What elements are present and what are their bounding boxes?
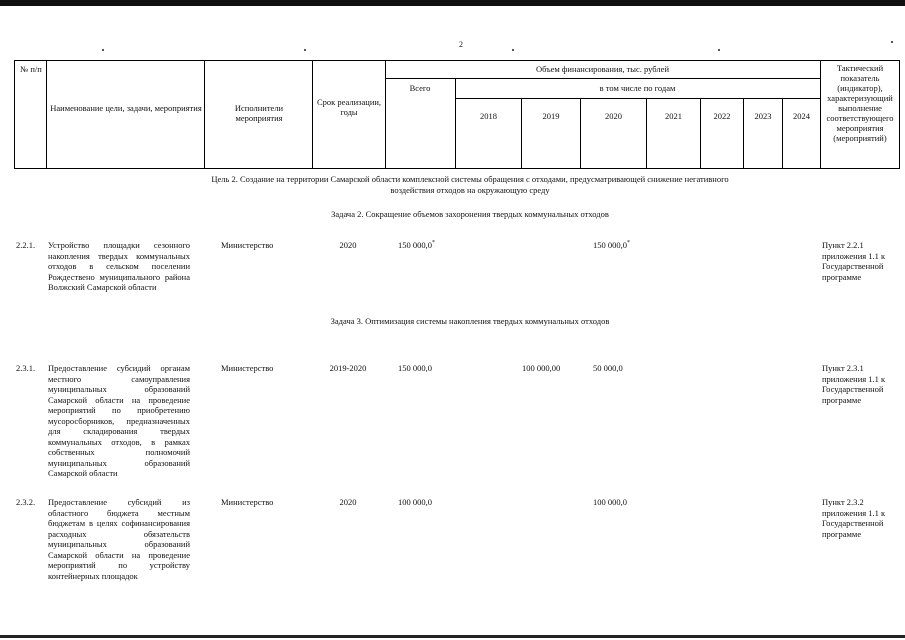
col-year-header: 2019 [542, 111, 560, 121]
col-executors-header: Исполнители мероприятия [234, 103, 284, 123]
col-by-years-header: в том числе по годам [599, 83, 676, 93]
col-year-header: 2024 [793, 111, 810, 121]
row-total: 150 000,0* [398, 240, 435, 250]
table-header [14, 60, 900, 169]
scan-speck [512, 49, 514, 51]
task-title: Задача 3. Оптимизация системы накопления твердых коммунальных отходов [330, 316, 610, 326]
row-2019: 100 000,00 [522, 363, 561, 373]
col-funding-header: Объем финансирования, тыс. рублей [535, 64, 669, 74]
row-indicator: Пункт 2.3.2 приложения 1.1 к Государственной программе [822, 497, 886, 539]
scan-speck [891, 41, 893, 43]
row-executor: Министерство [221, 363, 274, 373]
scan-speck [304, 49, 306, 51]
bottom-border [0, 635, 905, 638]
col-name-header: Наименование цели, задачи, мероприятия [50, 103, 202, 113]
row-2020: 150 000,0* [593, 240, 630, 250]
row-term: 2020 [339, 497, 357, 507]
col-year-header: 2023 [754, 111, 772, 121]
row-number: 2.3.2. [16, 497, 36, 507]
row-executor: Министерство [221, 240, 274, 250]
top-border [0, 0, 905, 6]
scan-speck [102, 49, 104, 51]
scan-speck [718, 49, 720, 51]
col-year-header: 2022 [713, 111, 731, 121]
row-total: 100 000,0 [398, 497, 432, 507]
row-name: Предоставление субсидий из областного бюджета местным бюджетам в целях софинансирования расходных обязательств муниципальных образований Самарской области на проведение мероприятий по устройству контейнерных площадок [48, 497, 190, 581]
row-executor: Министерство [221, 497, 274, 507]
col-year-header: 2021 [665, 111, 682, 121]
row-term: 2020 [339, 240, 357, 250]
col-num-header: № п/п [20, 64, 42, 74]
row-indicator: Пункт 2.3.1 приложения 1.1 к Государственной программе [822, 363, 886, 405]
task-title: Задача 2. Сокращение объемов захоронения твердых коммунальных отходов [331, 209, 609, 219]
col-year-header: 2018 [480, 111, 497, 121]
row-2020: 50 000,0 [593, 363, 623, 373]
row-number: 2.3.1. [16, 363, 36, 373]
goal-title: Цель 2. Создание на территории Самарской области комплексной системы обращения с отходами, предусматривающей снижение негативного воздействия отходов на окружающую среду [211, 174, 729, 195]
col-year-header: 2020 [605, 111, 622, 121]
col-term-header: Срок реализации, годы [316, 97, 382, 117]
row-indicator: Пункт 2.2.1 приложения 1.1 к Государственной программе [822, 240, 886, 282]
page-number: 2 [459, 40, 463, 49]
row-name: Устройство площадки сезонного накопления твердых коммунальных отходов в сельском поселении Рождествено муниципального района Волжский Самарской области [48, 240, 190, 292]
row-term: 2019-2020 [329, 363, 367, 373]
col-indicator-header: Тактический показатель (индикатор), характеризующий выполнение соответствующего мероприятия (мероприятий) [826, 63, 894, 143]
row-number: 2.2.1. [16, 240, 36, 250]
row-name: Предоставление субсидий органам местного самоуправления муниципальных образований Самарской области на проведение мероприятий по приобретению мусоросборников, предназначенных для складирования твердых коммунальных отходов, в рамках собственных полномочий муниципальных образований Самарской области [48, 363, 190, 478]
row-total: 150 000,0 [398, 363, 432, 373]
col-total-header: Всего [409, 83, 431, 93]
row-2020: 100 000,0 [593, 497, 627, 507]
